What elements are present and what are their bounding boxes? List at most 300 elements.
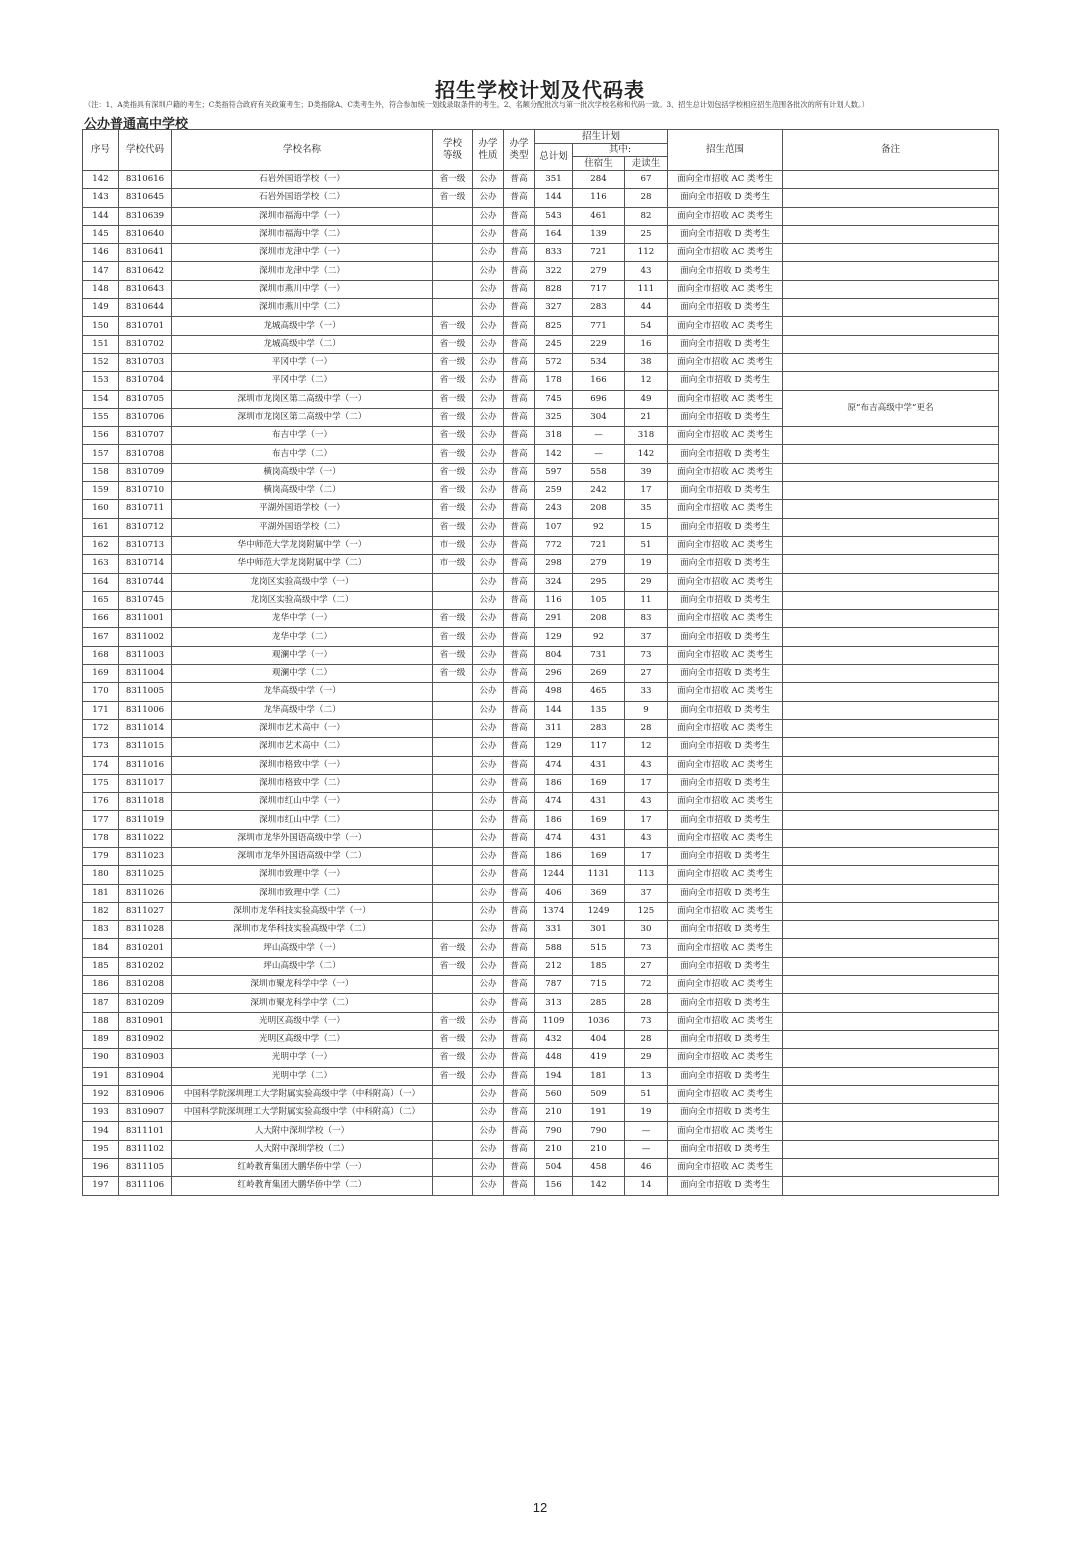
cell-scope: 面向全市招收 AC 类考生 [668, 976, 783, 994]
cell-level [433, 207, 473, 225]
cell-boarding: 509 [573, 1085, 625, 1103]
cell-name: 深圳市龙津中学（二） [172, 262, 433, 280]
table-row [83, 299, 999, 317]
cell-type: 普高 [504, 774, 535, 792]
cell-boarding: 169 [573, 847, 625, 865]
cell-seq: 162 [83, 536, 119, 554]
table-row [83, 884, 999, 902]
cell-code: 8311105 [119, 1159, 172, 1177]
cell-type: 普高 [504, 939, 535, 957]
cell-nature: 公办 [473, 756, 504, 774]
cell-seq: 161 [83, 518, 119, 536]
cell-type: 普高 [504, 573, 535, 591]
table-row [83, 610, 999, 628]
cell-scope: 面向全市招收 AC 类考生 [668, 610, 783, 628]
cell-nature: 公办 [473, 738, 504, 756]
cell-day: 46 [625, 1159, 668, 1177]
cell-type: 普高 [504, 353, 535, 371]
table-row [83, 738, 999, 756]
cell-name: 红岭教育集团大鹏华侨中学（一） [172, 1159, 433, 1177]
cell-boarding: 431 [573, 829, 625, 847]
cell-code: 8310904 [119, 1067, 172, 1085]
cell-scope: 面向全市招收 AC 类考生 [668, 1085, 783, 1103]
cell-nature: 公办 [473, 994, 504, 1012]
cell-day: 15 [625, 518, 668, 536]
cell-seq: 192 [83, 1085, 119, 1103]
cell-remark [783, 482, 999, 500]
cell-code: 8310708 [119, 445, 172, 463]
cell-type: 普高 [504, 921, 535, 939]
cell-seq: 154 [83, 390, 119, 408]
cell-boarding: 185 [573, 957, 625, 975]
cell-scope: 面向全市招收 D 类考生 [668, 518, 783, 536]
cell-scope: 面向全市招收 D 类考生 [668, 225, 783, 243]
cell-seq: 193 [83, 1104, 119, 1122]
cell-code: 8311025 [119, 866, 172, 884]
table-row [83, 939, 999, 957]
cell-day: 14 [625, 1177, 668, 1195]
header-name: 学校名称 [172, 130, 433, 171]
cell-nature: 公办 [473, 335, 504, 353]
cell-remark [783, 335, 999, 353]
cell-day: 17 [625, 847, 668, 865]
cell-scope: 面向全市招收 D 类考生 [668, 628, 783, 646]
cell-seq: 157 [83, 445, 119, 463]
cell-scope: 面向全市招收 AC 类考生 [668, 536, 783, 554]
cell-type: 普高 [504, 719, 535, 737]
cell-remark [783, 262, 999, 280]
cell-seq: 151 [83, 335, 119, 353]
cell-scope: 面向全市招收 D 类考生 [668, 994, 783, 1012]
table-row [83, 353, 999, 371]
cell-type: 普高 [504, 610, 535, 628]
cell-nature: 公办 [473, 463, 504, 481]
cell-boarding: 404 [573, 1030, 625, 1048]
cell-boarding: 534 [573, 353, 625, 371]
cell-day: 112 [625, 244, 668, 262]
cell-scope: 面向全市招收 AC 类考生 [668, 719, 783, 737]
cell-level [433, 1159, 473, 1177]
cell-total: 327 [535, 299, 573, 317]
cell-type: 普高 [504, 646, 535, 664]
cell-scope: 面向全市招收 AC 类考生 [668, 866, 783, 884]
cell-total: 245 [535, 335, 573, 353]
cell-remark [783, 372, 999, 390]
cell-remark [783, 1049, 999, 1067]
cell-name: 深圳市燕川中学（一） [172, 280, 433, 298]
cell-name: 人大附中深圳学校（二） [172, 1140, 433, 1158]
cell-scope: 面向全市招收 AC 类考生 [668, 646, 783, 664]
cell-nature: 公办 [473, 701, 504, 719]
cell-scope: 面向全市招收 D 类考生 [668, 921, 783, 939]
cell-boarding: — [573, 427, 625, 445]
cell-code: 8311028 [119, 921, 172, 939]
cell-name: 平冈中学（二） [172, 372, 433, 390]
cell-boarding: 142 [573, 1177, 625, 1195]
table-row [83, 591, 999, 609]
cell-scope: 面向全市招收 D 类考生 [668, 555, 783, 573]
cell-total: 474 [535, 829, 573, 847]
cell-total: 325 [535, 408, 573, 426]
cell-scope: 面向全市招收 D 类考生 [668, 299, 783, 317]
table-row [83, 1030, 999, 1048]
table-row [83, 646, 999, 664]
cell-remark [783, 1067, 999, 1085]
cell-day: 82 [625, 207, 668, 225]
table-row [83, 902, 999, 920]
cell-total: 313 [535, 994, 573, 1012]
cell-nature: 公办 [473, 390, 504, 408]
header-boarding: 住宿生 [573, 157, 625, 171]
cell-boarding: 369 [573, 884, 625, 902]
cell-day: 28 [625, 189, 668, 207]
cell-name: 深圳市福海中学（一） [172, 207, 433, 225]
cell-remark [783, 555, 999, 573]
cell-type: 普高 [504, 335, 535, 353]
cell-level: 市一级 [433, 536, 473, 554]
cell-level [433, 866, 473, 884]
cell-day: 142 [625, 445, 668, 463]
cell-code: 8311015 [119, 738, 172, 756]
table-row [83, 719, 999, 737]
cell-level [433, 280, 473, 298]
cell-scope: 面向全市招收 AC 类考生 [668, 207, 783, 225]
cell-remark [783, 847, 999, 865]
cell-day: 37 [625, 884, 668, 902]
cell-day: 28 [625, 1030, 668, 1048]
cell-boarding: 283 [573, 299, 625, 317]
cell-remark [783, 884, 999, 902]
cell-seq: 153 [83, 372, 119, 390]
cell-type: 普高 [504, 555, 535, 573]
cell-level [433, 793, 473, 811]
cell-total: 156 [535, 1177, 573, 1195]
cell-total: 311 [535, 719, 573, 737]
cell-level: 省一级 [433, 500, 473, 518]
cell-remark [783, 646, 999, 664]
cell-scope: 面向全市招收 D 类考生 [668, 408, 783, 426]
cell-seq: 190 [83, 1049, 119, 1067]
cell-scope: 面向全市招收 AC 类考生 [668, 902, 783, 920]
cell-name: 深圳市致理中学（二） [172, 884, 433, 902]
cell-scope: 面向全市招收 AC 类考生 [668, 1159, 783, 1177]
cell-boarding: 458 [573, 1159, 625, 1177]
cell-boarding: 461 [573, 207, 625, 225]
header-nature-text: 办学性质 [478, 138, 498, 161]
cell-boarding: 717 [573, 280, 625, 298]
cell-nature: 公办 [473, 1177, 504, 1195]
cell-seq: 177 [83, 811, 119, 829]
cell-boarding: 283 [573, 719, 625, 737]
cell-scope: 面向全市招收 AC 类考生 [668, 463, 783, 481]
cell-total: 142 [535, 445, 573, 463]
cell-nature: 公办 [473, 646, 504, 664]
cell-day: 16 [625, 335, 668, 353]
cell-boarding: 790 [573, 1122, 625, 1140]
cell-nature: 公办 [473, 427, 504, 445]
cell-total: 259 [535, 482, 573, 500]
cell-type: 普高 [504, 482, 535, 500]
cell-name: 深圳市龙华外国语高级中学（一） [172, 829, 433, 847]
table-body [83, 171, 999, 1196]
cell-day: 35 [625, 500, 668, 518]
cell-total: 210 [535, 1104, 573, 1122]
cell-remark [783, 665, 999, 683]
cell-scope: 面向全市招收 AC 类考生 [668, 573, 783, 591]
cell-name: 华中师范大学龙岗附属中学（一） [172, 536, 433, 554]
cell-day: 43 [625, 829, 668, 847]
table-row [83, 866, 999, 884]
table-row [83, 1085, 999, 1103]
cell-scope: 面向全市招收 D 类考生 [668, 482, 783, 500]
cell-code: 8311014 [119, 719, 172, 737]
cell-code: 8311004 [119, 665, 172, 683]
cell-name: 深圳市红山中学（一） [172, 793, 433, 811]
table-row [83, 829, 999, 847]
cell-seq: 159 [83, 482, 119, 500]
cell-day: 111 [625, 280, 668, 298]
cell-code: 8310903 [119, 1049, 172, 1067]
cell-nature: 公办 [473, 280, 504, 298]
cell-code: 8311006 [119, 701, 172, 719]
cell-seq: 163 [83, 555, 119, 573]
cell-name: 横岗高级中学（二） [172, 482, 433, 500]
cell-total: 324 [535, 573, 573, 591]
cell-seq: 186 [83, 976, 119, 994]
cell-type: 普高 [504, 1159, 535, 1177]
cell-seq: 197 [83, 1177, 119, 1195]
cell-name: 深圳市格致中学（二） [172, 774, 433, 792]
cell-total: 833 [535, 244, 573, 262]
cell-day: 30 [625, 921, 668, 939]
cell-boarding: 715 [573, 976, 625, 994]
cell-code: 8310704 [119, 372, 172, 390]
cell-boarding: 1249 [573, 902, 625, 920]
cell-code: 8311002 [119, 628, 172, 646]
cell-total: 498 [535, 683, 573, 701]
cell-boarding: 721 [573, 536, 625, 554]
cell-boarding: 721 [573, 244, 625, 262]
cell-boarding: 269 [573, 665, 625, 683]
cell-remark [783, 829, 999, 847]
cell-seq: 174 [83, 756, 119, 774]
cell-level: 省一级 [433, 1049, 473, 1067]
cell-total: 243 [535, 500, 573, 518]
cell-name: 布吉中学（一） [172, 427, 433, 445]
cell-seq: 180 [83, 866, 119, 884]
cell-seq: 188 [83, 1012, 119, 1030]
cell-nature: 公办 [473, 610, 504, 628]
cell-day: 43 [625, 262, 668, 280]
cell-scope: 面向全市招收 AC 类考生 [668, 793, 783, 811]
cell-level: 省一级 [433, 390, 473, 408]
cell-seq: 149 [83, 299, 119, 317]
cell-type: 普高 [504, 811, 535, 829]
cell-scope: 面向全市招收 D 类考生 [668, 1140, 783, 1158]
cell-remark [783, 1085, 999, 1103]
page-number: 12 [532, 1500, 548, 1515]
cell-type: 普高 [504, 372, 535, 390]
header-code: 学校代码 [119, 130, 172, 171]
cell-nature: 公办 [473, 500, 504, 518]
table-row [83, 244, 999, 262]
cell-code: 8311017 [119, 774, 172, 792]
cell-nature: 公办 [473, 829, 504, 847]
cell-level [433, 1140, 473, 1158]
cell-type: 普高 [504, 1140, 535, 1158]
cell-code: 8310702 [119, 335, 172, 353]
cell-seq: 194 [83, 1122, 119, 1140]
cell-type: 普高 [504, 518, 535, 536]
cell-type: 普高 [504, 829, 535, 847]
cell-level: 省一级 [433, 317, 473, 335]
cell-level [433, 1104, 473, 1122]
cell-code: 8310711 [119, 500, 172, 518]
cell-seq: 182 [83, 902, 119, 920]
cell-remark [783, 280, 999, 298]
cell-seq: 168 [83, 646, 119, 664]
cell-level [433, 811, 473, 829]
cell-nature: 公办 [473, 1122, 504, 1140]
table-row [83, 189, 999, 207]
cell-remark [783, 994, 999, 1012]
cell-day: 38 [625, 353, 668, 371]
cell-code: 8310208 [119, 976, 172, 994]
table-row [83, 518, 999, 536]
cell-scope: 面向全市招收 AC 类考生 [668, 1122, 783, 1140]
cell-seq: 187 [83, 994, 119, 1012]
page-title: 招生学校计划及代码表 [435, 78, 645, 102]
cell-type: 普高 [504, 1085, 535, 1103]
cell-type: 普高 [504, 628, 535, 646]
cell-level [433, 1085, 473, 1103]
cell-remark [783, 957, 999, 975]
cell-name: 龙华中学（二） [172, 628, 433, 646]
cell-scope: 面向全市招收 D 类考生 [668, 957, 783, 975]
cell-total: 1374 [535, 902, 573, 920]
cell-boarding: 169 [573, 811, 625, 829]
table-note: （注：1、A类指具有深圳户籍的考生；C类指符合政府有关政策考生；D类指除A、C类考生外，符合参加统一划线录取条件的考生。2、名额分配批次与第一批次学校名称和代码一致。3、招生总计划包括学校相应招生范围各批次的所有计划人数。） [84, 100, 869, 109]
table-row [83, 390, 999, 408]
cell-code: 8310712 [119, 518, 172, 536]
header-day: 走读生 [625, 157, 668, 171]
cell-remark [783, 317, 999, 335]
table-row [83, 171, 999, 189]
cell-boarding: 1131 [573, 866, 625, 884]
cell-total: 448 [535, 1049, 573, 1067]
cell-level [433, 994, 473, 1012]
cell-day: 43 [625, 756, 668, 774]
cell-code: 8311003 [119, 646, 172, 664]
cell-remark [783, 976, 999, 994]
cell-nature: 公办 [473, 1159, 504, 1177]
cell-day: 73 [625, 1012, 668, 1030]
cell-name: 龙华高级中学（二） [172, 701, 433, 719]
cell-seq: 156 [83, 427, 119, 445]
table-row [83, 317, 999, 335]
cell-scope: 面向全市招收 AC 类考生 [668, 280, 783, 298]
cell-type: 普高 [504, 500, 535, 518]
cell-level [433, 701, 473, 719]
table-row [83, 1122, 999, 1140]
cell-type: 普高 [504, 299, 535, 317]
cell-type: 普高 [504, 445, 535, 463]
cell-remark [783, 225, 999, 243]
cell-code: 8310907 [119, 1104, 172, 1122]
header-plan: 招生计划 [535, 130, 668, 144]
cell-code: 8310703 [119, 353, 172, 371]
cell-type: 普高 [504, 427, 535, 445]
cell-remark [783, 683, 999, 701]
header-of-which: 其中: [573, 144, 668, 157]
cell-day: 27 [625, 665, 668, 683]
cell-name: 龙岗区实验高级中学（一） [172, 573, 433, 591]
cell-remark [783, 774, 999, 792]
cell-name: 平湖外国语学校（二） [172, 518, 433, 536]
cell-seq: 195 [83, 1140, 119, 1158]
cell-type: 普高 [504, 317, 535, 335]
cell-scope: 面向全市招收 D 类考生 [668, 665, 783, 683]
header-remark: 备注 [783, 130, 999, 171]
cell-level [433, 719, 473, 737]
cell-level [433, 847, 473, 865]
cell-boarding: 279 [573, 262, 625, 280]
cell-remark [783, 628, 999, 646]
cell-day: 19 [625, 1104, 668, 1122]
cell-scope: 面向全市招收 D 类考生 [668, 847, 783, 865]
cell-day: 21 [625, 408, 668, 426]
cell-total: 474 [535, 793, 573, 811]
cell-seq: 158 [83, 463, 119, 481]
cell-nature: 公办 [473, 1140, 504, 1158]
cell-type: 普高 [504, 189, 535, 207]
cell-type: 普高 [504, 262, 535, 280]
cell-day: 51 [625, 1085, 668, 1103]
cell-name: 深圳市燕川中学（二） [172, 299, 433, 317]
cell-code: 8311102 [119, 1140, 172, 1158]
cell-name: 光明中学（一） [172, 1049, 433, 1067]
cell-total: 351 [535, 171, 573, 189]
cell-seq: 144 [83, 207, 119, 225]
cell-boarding: 229 [573, 335, 625, 353]
cell-day: 67 [625, 171, 668, 189]
cell-total: 164 [535, 225, 573, 243]
cell-name: 深圳市格致中学（一） [172, 756, 433, 774]
cell-code: 8310639 [119, 207, 172, 225]
cell-type: 普高 [504, 1030, 535, 1048]
cell-nature: 公办 [473, 628, 504, 646]
cell-total: 186 [535, 811, 573, 829]
cell-code: 8310713 [119, 536, 172, 554]
cell-total: 194 [535, 1067, 573, 1085]
cell-name: 深圳市龙华外国语高级中学（二） [172, 847, 433, 865]
cell-type: 普高 [504, 463, 535, 481]
cell-nature: 公办 [473, 811, 504, 829]
cell-total: 828 [535, 280, 573, 298]
cell-boarding: 731 [573, 646, 625, 664]
cell-code: 8311106 [119, 1177, 172, 1195]
cell-type: 普高 [504, 976, 535, 994]
cell-remark [783, 299, 999, 317]
cell-name: 石岩外国语学校（一） [172, 171, 433, 189]
cell-code: 8311005 [119, 683, 172, 701]
cell-type: 普高 [504, 280, 535, 298]
cell-scope: 面向全市招收 D 类考生 [668, 372, 783, 390]
cell-boarding: 696 [573, 390, 625, 408]
cell-scope: 面向全市招收 AC 类考生 [668, 390, 783, 408]
cell-code: 8310706 [119, 408, 172, 426]
table-row [83, 482, 999, 500]
